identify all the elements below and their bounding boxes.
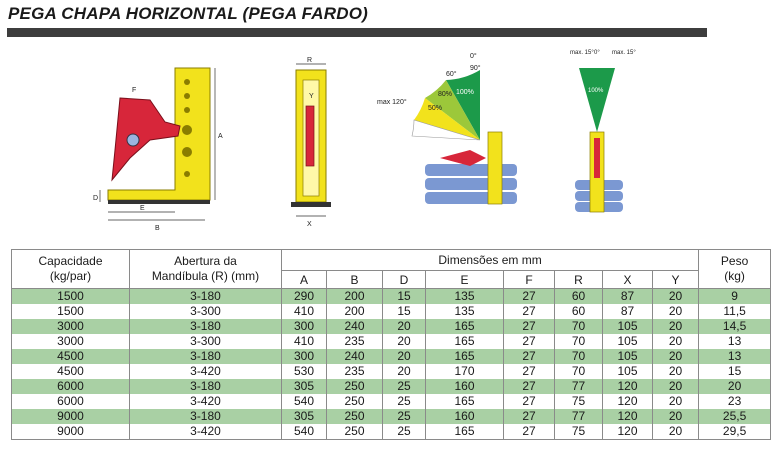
cell-jaw-opening: 3-300: [130, 334, 282, 349]
cell-capacity: 3000: [12, 319, 130, 334]
cell-y: 20: [653, 394, 699, 409]
header-col-y: Y: [653, 271, 699, 289]
cell-e: 170: [426, 364, 504, 379]
header-col-e: E: [426, 271, 504, 289]
cell-d: 25: [383, 409, 426, 424]
cell-a: 540: [282, 394, 327, 409]
angle-label-0: 0°: [470, 53, 477, 60]
cell-jaw-opening: 3-180: [130, 349, 282, 364]
angle-label-60: 60°: [446, 71, 457, 78]
cell-f: 27: [504, 289, 555, 305]
cell-a: 305: [282, 379, 327, 394]
cell-r: 60: [555, 289, 603, 305]
cell-e: 165: [426, 334, 504, 349]
angle-label-80: 80%: [438, 91, 453, 98]
cell-d: 25: [383, 394, 426, 409]
side-label-d: D: [93, 195, 99, 202]
cell-r: 77: [555, 379, 603, 394]
specifications-table: [11, 249, 771, 440]
cell-capacity: 3000: [12, 334, 130, 349]
cell-d: 20: [383, 319, 426, 334]
table-row: [12, 304, 771, 319]
cell-y: 20: [653, 409, 699, 424]
header-dimensions: Dimensões em mm: [282, 250, 699, 271]
header-jaw-line1: Abertura da: [174, 254, 237, 268]
cell-b: 200: [327, 304, 383, 319]
side-label-a: A: [218, 133, 223, 140]
cell-capacity: 4500: [12, 364, 130, 379]
angle-label-90: 90°: [470, 65, 481, 72]
side-view-figure: [93, 68, 223, 232]
table-row: [12, 319, 771, 334]
cell-weight: 11,5: [699, 304, 771, 319]
cell-weight: 29,5: [699, 424, 771, 440]
cell-b: 250: [327, 379, 383, 394]
cell-d: 25: [383, 379, 426, 394]
cell-d: 20: [383, 349, 426, 364]
cell-b: 250: [327, 394, 383, 409]
cell-r: 75: [555, 424, 603, 440]
cell-jaw-opening: 3-300: [130, 304, 282, 319]
header-col-x: X: [603, 271, 653, 289]
cell-f: 27: [504, 304, 555, 319]
header-jaw-line2: Mandíbula (R) (mm): [151, 269, 260, 283]
cell-d: 20: [383, 334, 426, 349]
cell-f: 27: [504, 424, 555, 440]
cell-r: 70: [555, 319, 603, 334]
cell-e: 165: [426, 394, 504, 409]
cell-y: 20: [653, 304, 699, 319]
cell-f: 27: [504, 379, 555, 394]
cell-r: 70: [555, 349, 603, 364]
cell-weight: 15: [699, 364, 771, 379]
cell-x: 120: [603, 394, 653, 409]
cell-e: 165: [426, 319, 504, 334]
cell-jaw-opening: 3-420: [130, 364, 282, 379]
cell-f: 27: [504, 364, 555, 379]
cell-a: 305: [282, 409, 327, 424]
angle-label-50: 50%: [428, 105, 443, 112]
title-underline: [7, 28, 707, 37]
cell-capacity: 1500: [12, 289, 130, 305]
cell-weight: 14,5: [699, 319, 771, 334]
cell-a: 530: [282, 364, 327, 379]
cell-x: 120: [603, 379, 653, 394]
cell-jaw-opening: 3-180: [130, 289, 282, 305]
cell-capacity: 4500: [12, 349, 130, 364]
cell-x: 105: [603, 319, 653, 334]
header-col-r: R: [555, 271, 603, 289]
front-view-figure: [291, 57, 331, 228]
cell-a: 540: [282, 424, 327, 440]
cell-weight: 13: [699, 334, 771, 349]
table-row: [12, 379, 771, 394]
cell-x: 105: [603, 364, 653, 379]
cell-b: 200: [327, 289, 383, 305]
table-row: [12, 409, 771, 424]
angle-load-figure: [377, 52, 517, 204]
tilt-label-100: 100%: [588, 88, 604, 94]
cell-capacity: 9000: [12, 409, 130, 424]
cell-jaw-opening: 3-180: [130, 319, 282, 334]
table-body: [12, 289, 771, 440]
cell-capacity: 6000: [12, 379, 130, 394]
cell-a: 410: [282, 304, 327, 319]
cell-capacity: 9000: [12, 424, 130, 440]
front-label-y: Y: [309, 93, 314, 100]
table-row: [12, 289, 771, 305]
cell-d: 25: [383, 424, 426, 440]
cell-y: 20: [653, 424, 699, 440]
cell-d: 15: [383, 304, 426, 319]
cell-y: 20: [653, 289, 699, 305]
cell-f: 27: [504, 334, 555, 349]
cell-b: 250: [327, 424, 383, 440]
header-capacity-line2: (kg/par): [49, 269, 92, 283]
header-col-a: A: [282, 271, 327, 289]
cell-capacity: 1500: [12, 304, 130, 319]
table-row: [12, 334, 771, 349]
cell-x: 120: [603, 424, 653, 440]
cell-e: 160: [426, 409, 504, 424]
page-title: PEGA CHAPA HORIZONTAL (PEGA FARDO): [8, 4, 369, 23]
cell-a: 300: [282, 319, 327, 334]
cell-x: 105: [603, 334, 653, 349]
header-weight: [699, 250, 771, 289]
tilt-label-max-right: max. 15°: [612, 50, 636, 56]
cell-f: 27: [504, 394, 555, 409]
cell-weight: 20: [699, 379, 771, 394]
front-label-x: X: [307, 221, 312, 228]
table-row: [12, 424, 771, 440]
cell-r: 70: [555, 364, 603, 379]
table-row: [12, 349, 771, 364]
side-label-f: F: [132, 87, 137, 94]
cell-f: 27: [504, 349, 555, 364]
header-capacity-line1: Capacidade: [38, 254, 103, 268]
cell-jaw-opening: 3-420: [130, 424, 282, 440]
cell-weight: 25,5: [699, 409, 771, 424]
cell-b: 240: [327, 349, 383, 364]
tilt-label-max-left: max. 15°: [570, 50, 594, 56]
cell-f: 27: [504, 319, 555, 334]
cell-b: 235: [327, 334, 383, 349]
cell-y: 20: [653, 379, 699, 394]
cell-e: 135: [426, 289, 504, 305]
cell-d: 20: [383, 364, 426, 379]
cell-capacity: 6000: [12, 394, 130, 409]
cell-jaw-opening: 3-420: [130, 394, 282, 409]
cell-b: 250: [327, 409, 383, 424]
cell-a: 290: [282, 289, 327, 305]
cell-a: 300: [282, 349, 327, 364]
cell-b: 235: [327, 364, 383, 379]
cell-x: 105: [603, 349, 653, 364]
header-weight-line1: Peso: [720, 254, 749, 268]
header-jaw-opening: [130, 250, 282, 289]
cell-r: 60: [555, 304, 603, 319]
cell-a: 410: [282, 334, 327, 349]
angle-label-100: 100%: [456, 89, 474, 96]
header-col-b: B: [327, 271, 383, 289]
tilt-figure: [570, 50, 636, 212]
cell-weight: 23: [699, 394, 771, 409]
product-figures: [0, 40, 779, 240]
cell-f: 27: [504, 409, 555, 424]
cell-r: 75: [555, 394, 603, 409]
cell-r: 70: [555, 334, 603, 349]
header-capacity: [12, 250, 130, 289]
cell-y: 20: [653, 349, 699, 364]
tilt-label-0: 0°: [594, 50, 600, 56]
cell-x: 87: [603, 289, 653, 305]
side-label-e: E: [140, 205, 145, 212]
header-col-d: D: [383, 271, 426, 289]
side-label-b: B: [155, 225, 160, 232]
cell-e: 135: [426, 304, 504, 319]
table-row: [12, 394, 771, 409]
cell-e: 165: [426, 349, 504, 364]
table-row: [12, 364, 771, 379]
cell-weight: 9: [699, 289, 771, 305]
cell-y: 20: [653, 334, 699, 349]
cell-x: 87: [603, 304, 653, 319]
cell-x: 120: [603, 409, 653, 424]
header-weight-line2: (kg): [724, 269, 745, 283]
cell-y: 20: [653, 364, 699, 379]
cell-e: 165: [426, 424, 504, 440]
cell-r: 77: [555, 409, 603, 424]
cell-jaw-opening: 3-180: [130, 409, 282, 424]
cell-y: 20: [653, 319, 699, 334]
cell-weight: 13: [699, 349, 771, 364]
cell-d: 15: [383, 289, 426, 305]
cell-jaw-opening: 3-180: [130, 379, 282, 394]
header-col-f: F: [504, 271, 555, 289]
angle-label-max-120: max 120°: [377, 99, 407, 106]
front-label-r: R: [307, 57, 313, 64]
cell-e: 160: [426, 379, 504, 394]
cell-b: 240: [327, 319, 383, 334]
